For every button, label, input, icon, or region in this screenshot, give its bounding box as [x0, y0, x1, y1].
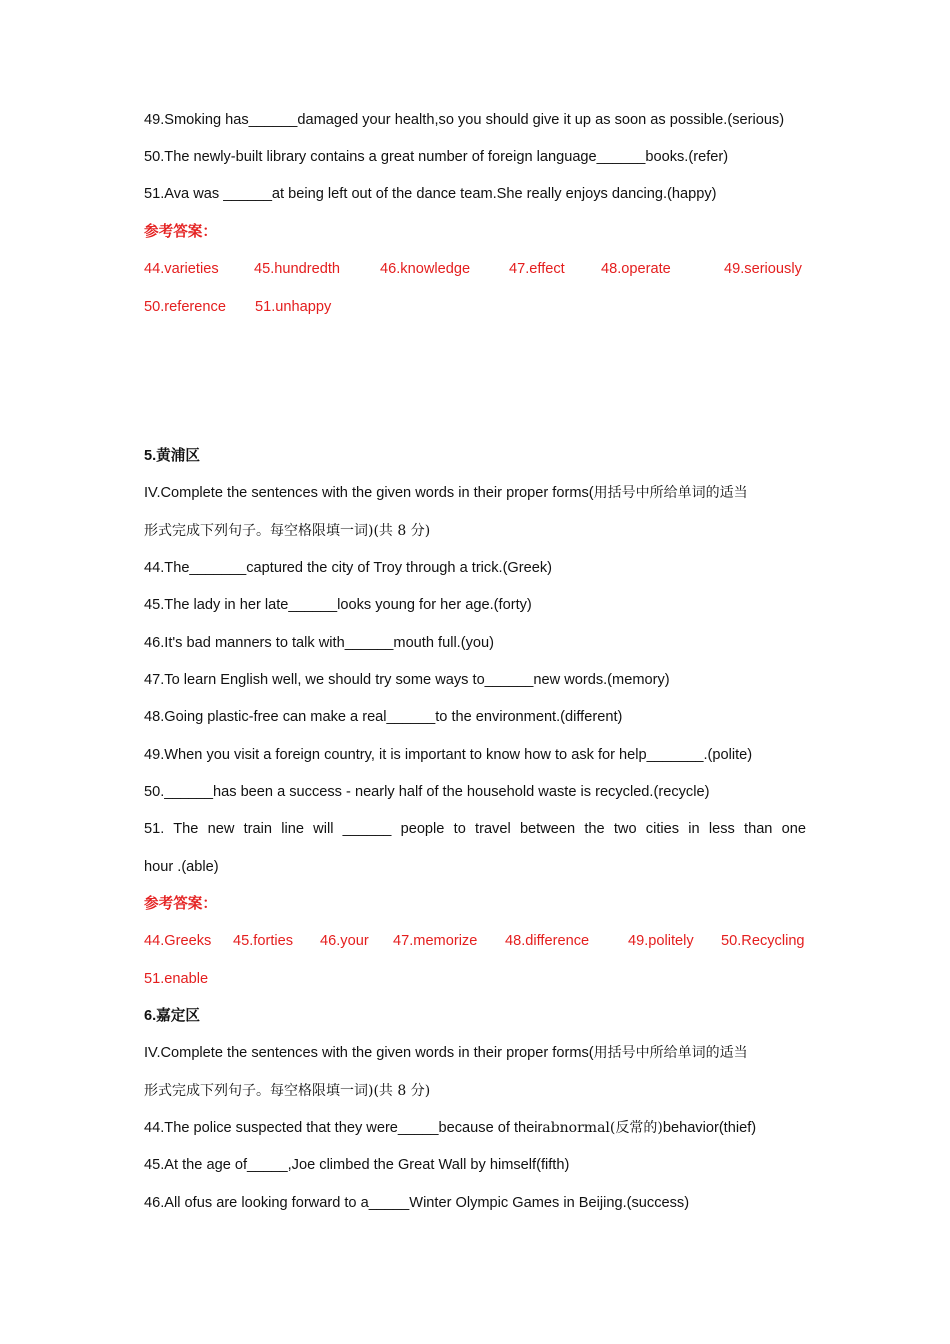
answer-item: 47.effect	[509, 261, 565, 277]
answer-item: 48.operate	[601, 261, 671, 277]
answer-item: 45.forties	[233, 933, 294, 949]
question-44	[144, 1118, 756, 1138]
question-51: 51.Ava was ______at being left out of the dance team.She really enjoys dancing.(happy)	[144, 186, 717, 202]
answer-item: 51.unhappy	[255, 299, 332, 315]
question-44-gloss: abnormal(反常的)	[542, 1120, 663, 1136]
instruction-line	[144, 483, 748, 503]
answer-item: 51.enable	[144, 971, 209, 987]
instruction-english: IV.Complete the sentences with the given words in their proper forms(	[144, 1045, 594, 1061]
answer-item: 46.your	[320, 933, 369, 949]
answer-item: 44.varieties	[144, 261, 219, 277]
answer-item: 44.Greeks	[144, 933, 212, 949]
question-50: 50.The newly-built library contains a great number of foreign language______books.(refer)	[144, 149, 729, 165]
answer-label: 参考答案：	[144, 224, 217, 240]
answer-item: 46.knowledge	[380, 261, 471, 277]
answer-item: 49.politely	[628, 933, 694, 949]
question-44-hint: behavior(thief)	[662, 1120, 757, 1136]
answer-label: 参考答案：	[144, 896, 217, 912]
question-50: 50.______has been a success - nearly half of the household waste is recycled.(recycle)	[144, 784, 710, 800]
question-46: 46.It's bad manners to talk with______mouth full.(you)	[144, 635, 494, 651]
answer-item: 50.reference	[144, 299, 226, 315]
question-51: 51. The new train line will ______ people to travel between the two cities in less than one	[144, 821, 806, 837]
question-44: 44.The_______captured the city of Troy through a trick.(Greek)	[144, 560, 553, 576]
question-45: 45.The lady in her late______looks young for her age.(forty)	[144, 597, 532, 613]
instruction-line-2: 形式完成下列句子。每空格限填一词)(共 8 分)	[144, 523, 431, 539]
instruction-english: IV.Complete the sentences with the given words in their proper forms(	[144, 485, 594, 501]
answer-item: 49.seriously	[724, 261, 802, 277]
question-47: 47.To learn English well, we should try some ways to______new words.(memory)	[144, 672, 670, 688]
question-49: 49.When you visit a foreign country, it is important to know how to ask for help_______.(polite)	[144, 747, 753, 763]
answer-item: 50.Recycling	[721, 933, 805, 949]
question-49: 49.Smoking has______damaged your health,so you should give it up as soon as possible.(serious)	[144, 112, 785, 128]
section-heading: 5.黄浦区	[144, 448, 200, 464]
instruction-line-2: 形式完成下列句子。每空格限填一词)(共 8 分)	[144, 1083, 431, 1099]
instruction-chinese: 用括号中所给单词的适当	[593, 485, 748, 501]
question-51-continued: hour .(able)	[144, 859, 219, 875]
answer-item: 45.hundredth	[254, 261, 341, 277]
section-heading: 6.嘉定区	[144, 1008, 200, 1024]
question-45: 45.At the age of_____,Joe climbed the Great Wall by himself(fifth)	[144, 1157, 570, 1173]
answer-item: 47.memorize	[393, 933, 478, 949]
question-46: 46.All ofus are looking forward to a_____Winter Olympic Games in Beijing.(success)	[144, 1195, 690, 1211]
question-44-text: 44.The police suspected that they were_____because of their	[144, 1120, 543, 1136]
instruction-chinese: 用括号中所给单词的适当	[593, 1045, 748, 1061]
instruction-line	[144, 1043, 748, 1063]
answer-item: 48.difference	[505, 933, 590, 949]
question-48: 48.Going plastic-free can make a real______to the environment.(different)	[144, 709, 623, 725]
